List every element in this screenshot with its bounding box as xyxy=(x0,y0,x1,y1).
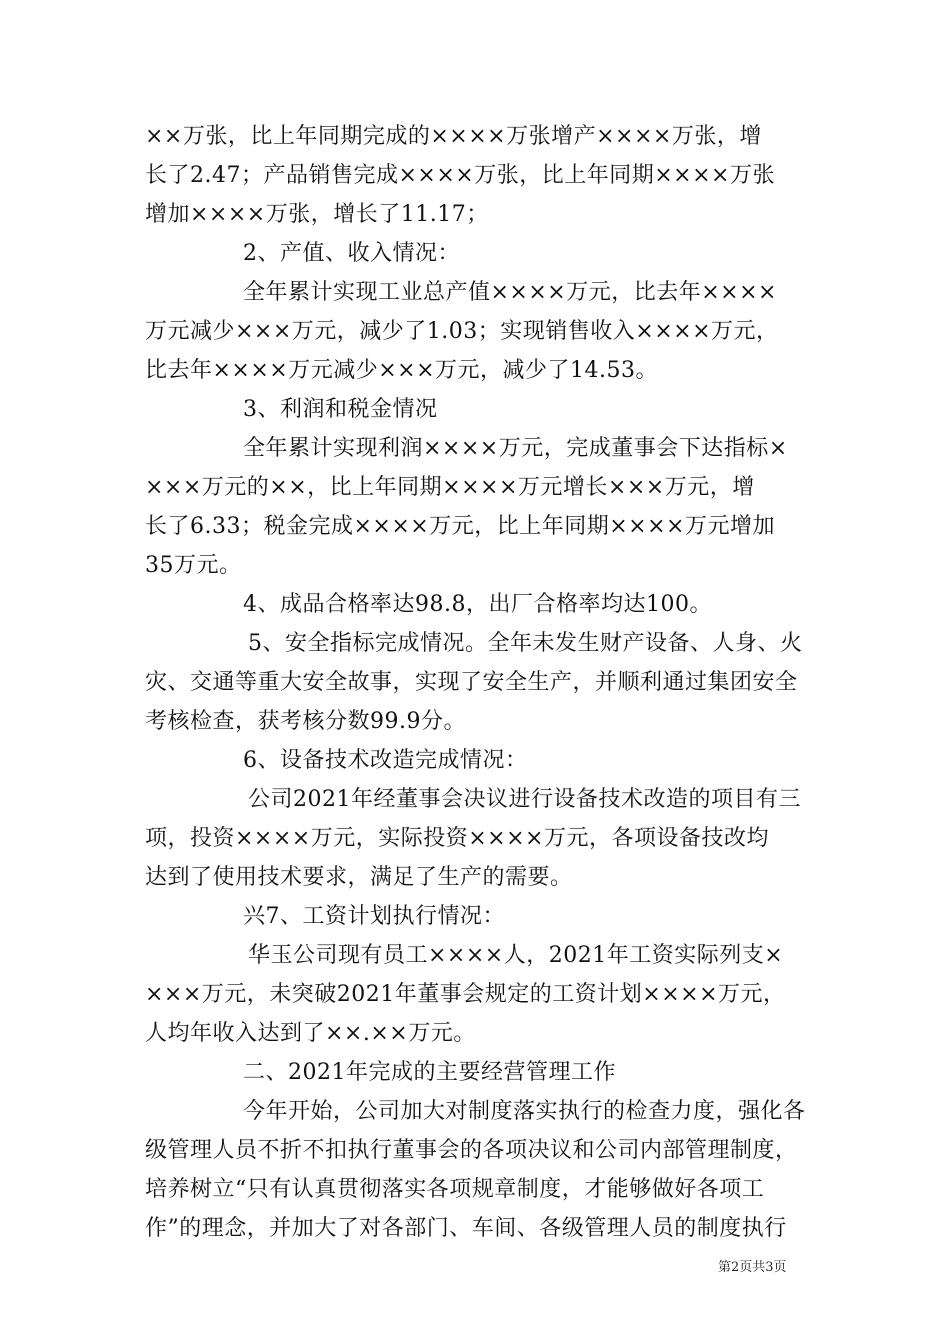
text-line: 华玉公司现有员工××××人，2021年工资实际列支× xyxy=(248,943,784,968)
section-heading: 兴7、工资计划执行情况： xyxy=(243,904,505,929)
text-line: ×××万元的××，比上年同期××××万元增长×××万元，增 xyxy=(145,475,755,500)
page-number: 第2页共3页 xyxy=(718,1260,787,1275)
text-line: 作”的理念，并加大了对各部门、车间、各级管理人员的制度执行 xyxy=(145,1216,787,1241)
text-line: 4、成品合格率达98.8，出厂合格率均达100。 xyxy=(243,592,712,617)
text-line: 达到了使用技术要求，满足了生产的需要。 xyxy=(145,865,573,890)
text-line: 人均年收入达到了××.××万元。 xyxy=(145,1021,476,1046)
text-line: 公司2021年经董事会决议进行设备技术改造的项目有三 xyxy=(248,787,801,812)
text-line: ×××万元，未突破2021年董事会规定的工资计划××××万元， xyxy=(145,982,786,1007)
section-heading: 二、2021年完成的主要经营管理工作 xyxy=(243,1060,616,1085)
text-line: 万元减少×××万元，减少了1.03；实现销售收入××××万元， xyxy=(145,319,779,344)
text-line: 级管理人员不折不扣执行董事会的各项决议和公司内部管理制度， xyxy=(145,1138,798,1163)
text-line: 比去年××××万元减少×××万元，减少了14.53。 xyxy=(145,358,659,383)
text-line: 5、安全指标完成情况。全年未发生财产设备、人身、火 xyxy=(248,631,803,656)
text-line: 全年累计实现利润××××万元，完成董事会下达指标× xyxy=(243,436,788,461)
text-line: ××万张，比上年同期完成的××××万张增产××××万张，增 xyxy=(145,124,762,149)
text-line: 培养树立“只有认真贯彻落实各项规章制度，才能够做好各项工 xyxy=(145,1177,765,1202)
text-line: 项，投资××××万元，实际投资××××万元，各项设备技改均 xyxy=(145,826,769,851)
text-line: 灾、交通等重大安全故事，实现了安全生产，并顺利通过集团安全 xyxy=(145,670,798,695)
text-line: 长了6.33；税金完成××××万元，比上年同期××××万元增加 xyxy=(145,514,775,539)
section-heading: 2、产值、收入情况： xyxy=(243,241,460,266)
text-line: 考核检查，获考核分数99.9分。 xyxy=(145,709,466,734)
text-line: 今年开始，公司加大对制度落实执行的检查力度，强化各 xyxy=(243,1099,806,1124)
text-line: 增加××××万张，增长了11.17； xyxy=(145,202,489,227)
text-line: 长了2.47；产品销售完成××××万张，比上年同期××××万张 xyxy=(145,163,775,188)
section-heading: 6、设备技术改造完成情况： xyxy=(243,748,528,773)
text-line: 35万元。 xyxy=(145,553,242,578)
section-heading: 3、利润和税金情况 xyxy=(243,397,438,422)
text-line: 全年累计实现工业总产值××××万元，比去年×××× xyxy=(243,280,777,305)
